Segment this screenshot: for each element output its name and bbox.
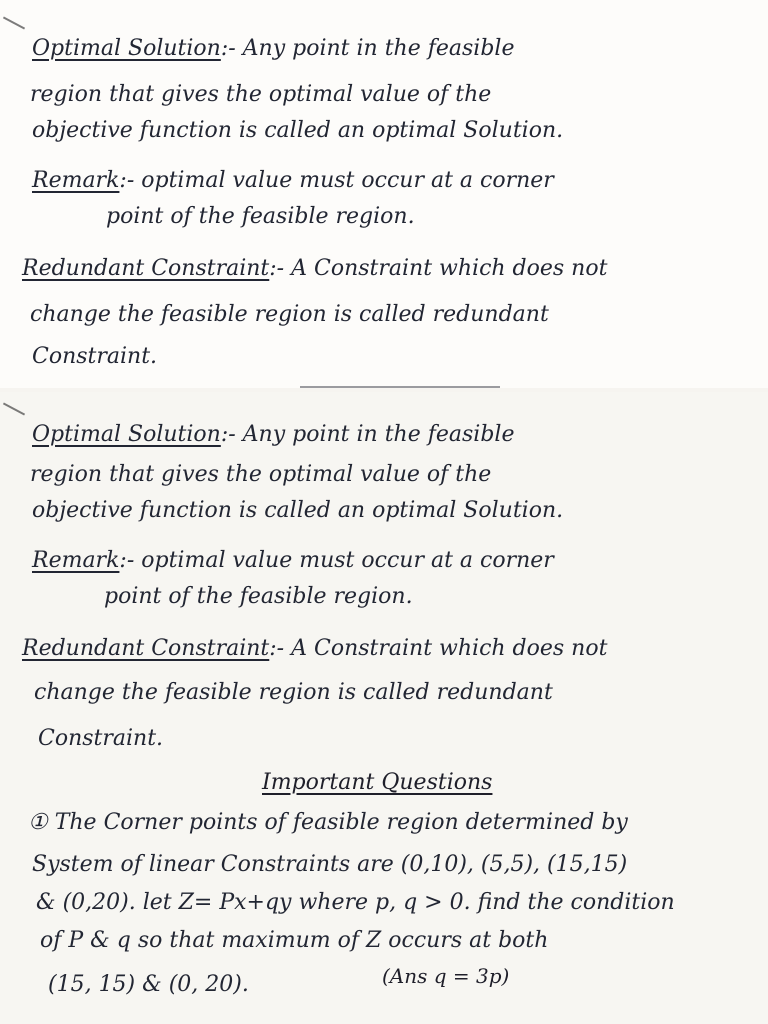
notes-page-bottom <box>0 392 768 1024</box>
redundant-constraint-line-3: Constraint. <box>38 726 164 751</box>
redundant-constraint-line-2: change the feasible region is called redundant <box>34 680 553 705</box>
optimal-solution-term: Optimal Solution <box>32 422 221 447</box>
remark-term: Remark <box>32 548 120 573</box>
remark-line-1: Remark:- optimal value must occur at a corner <box>32 168 554 193</box>
remark-line-1: Remark:- optimal value must occur at a corner <box>32 548 554 573</box>
redundant-constraint-line-1: Redundant Constraint:- A Constraint which does not <box>22 256 608 281</box>
redundant-constraint-term: Redundant Constraint <box>22 636 270 661</box>
remark-line-2: point of the feasible region. <box>106 204 415 229</box>
question-1-answer: (Ans q = 3p) <box>382 964 510 988</box>
question-1-line-5: (15, 15) & (0, 20). <box>48 972 249 997</box>
page-corner-mark <box>3 16 25 29</box>
optimal-solution-line-3: objective function is called an optimal Solution. <box>32 498 564 523</box>
important-questions-heading: Important Questions <box>262 770 493 795</box>
optimal-solution-line-2: region that gives the optimal value of the <box>30 462 492 487</box>
question-1-line-3: & (0,20). let Z= Px+qy where p, q > 0. find the condition <box>36 890 675 915</box>
question-1-line-2: System of linear Constraints are (0,10), (5,5), (15,15) <box>32 852 628 877</box>
redundant-constraint-line-2: change the feasible region is called redundant <box>30 302 549 327</box>
redundant-constraint-line-1: Redundant Constraint:- A Constraint which does not <box>22 636 608 661</box>
notes-page-top <box>0 0 768 388</box>
redundant-constraint-line-3: Constraint. <box>32 344 158 369</box>
remark-term: Remark <box>32 168 120 193</box>
optimal-solution-line-3: objective function is called an optimal Solution. <box>32 118 564 143</box>
redundant-constraint-term: Redundant Constraint <box>22 256 270 281</box>
optimal-solution-line-1: Optimal Solution:- Any point in the feasible <box>32 422 515 447</box>
page-corner-mark <box>3 402 25 415</box>
question-1-line-4: of P & q so that maximum of Z occurs at both <box>40 928 549 953</box>
question-1-line-1: ① The Corner points of feasible region determined by <box>28 810 628 835</box>
optimal-solution-line-1: Optimal Solution:- Any point in the feasible <box>32 36 515 61</box>
optimal-solution-term: Optimal Solution <box>32 36 221 61</box>
page-divider <box>300 386 500 388</box>
remark-line-2: point of the feasible region. <box>104 584 413 609</box>
optimal-solution-line-2: region that gives the optimal value of the <box>30 82 492 107</box>
